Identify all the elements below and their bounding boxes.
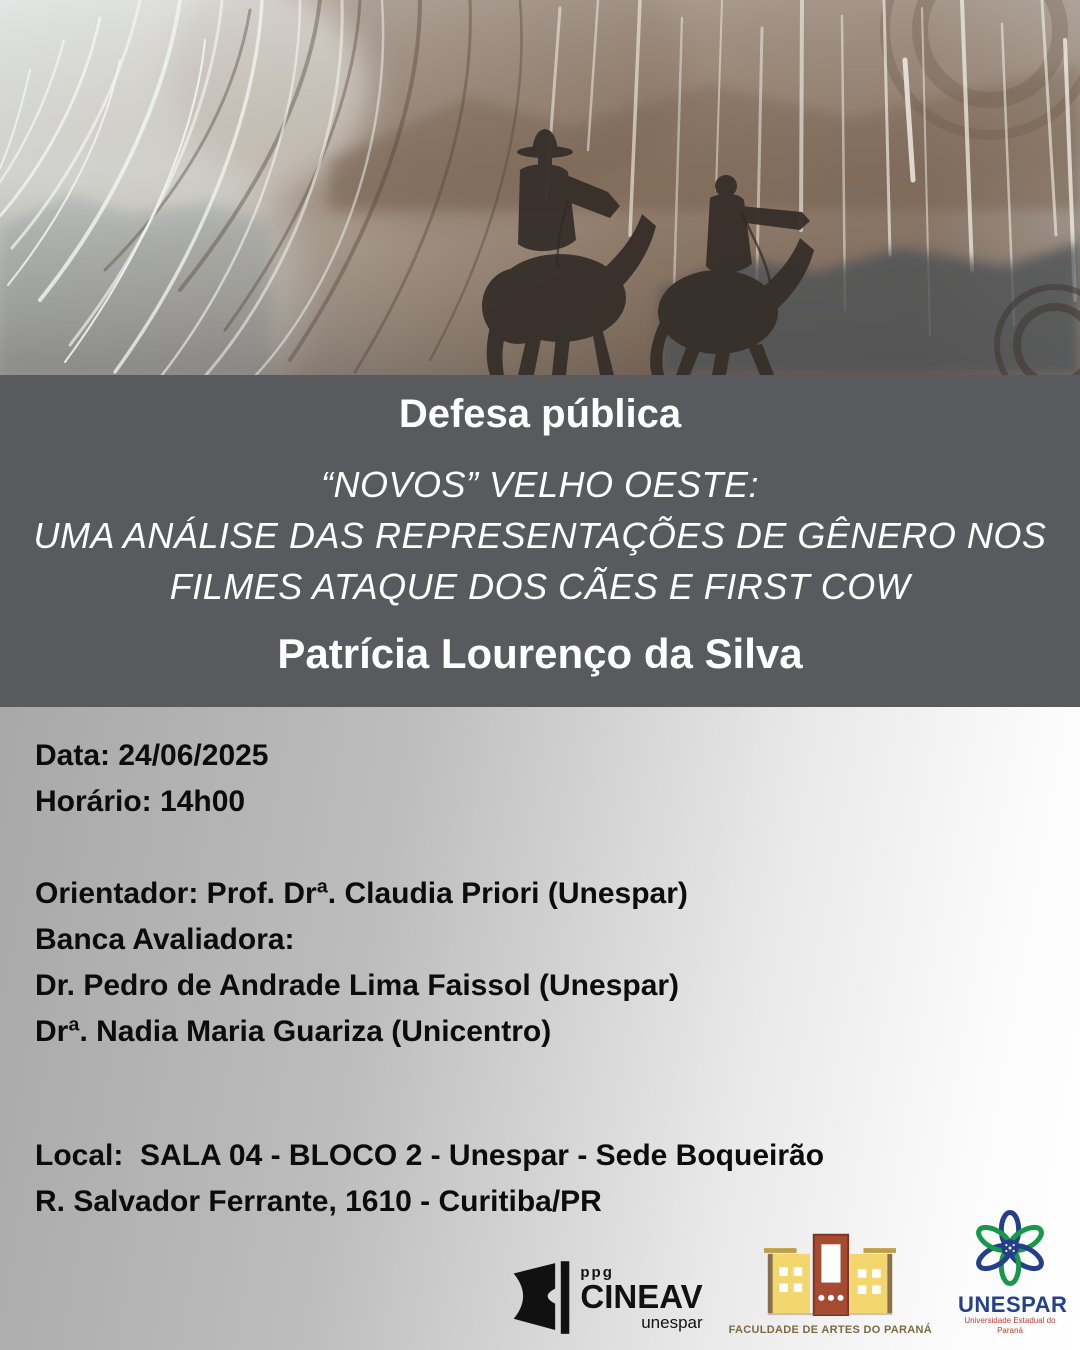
committee-member: Dr. Pedro de Andrade Lima Faissol (Unespar) (35, 969, 680, 1002)
event-date: Data: 24/06/2025 (35, 739, 269, 772)
western-riders-collage-icon (0, 0, 1080, 375)
author-name: Patrícia Lourenço da Silva (277, 630, 803, 677)
thesis-title-line-2: UMA ANÁLISE DAS REPRESENTAÇÕES DE GÊNERO NOS (33, 515, 1047, 556)
details-section (0, 707, 1080, 1350)
defense-title: Defesa pública (398, 392, 682, 436)
film-projector-icon (508, 1260, 574, 1336)
flower-knot-icon (969, 1207, 1051, 1289)
thesis-title-line-3: FILMES ATAQUE DOS CÃES E FIRST COW (169, 566, 911, 607)
unespar-name: UNESPAR (958, 1292, 1068, 1317)
fap-caption: FACULDADE DE ARTES DO PARANÁ (728, 1324, 932, 1336)
fap-logo (729, 1229, 932, 1336)
hero-image (0, 0, 1080, 375)
thesis-title-line-1: “NOVOS” VELHO OESTE: (320, 464, 760, 505)
title-band (0, 375, 1080, 707)
advisor-line: Orientador: Prof. Drª. Claudia Priori (Unespar) (35, 877, 688, 910)
cineav-sub-label: unespar (641, 1312, 703, 1332)
location-line: Local: SALA 04 - BLOCO 2 - Unespar - Sede Boqueirão (35, 1139, 825, 1172)
cineav-logo (508, 1260, 702, 1336)
address-line: R. Salvador Ferrante, 1610 - Curitiba/PR (35, 1185, 602, 1218)
cineav-name: CINEAV (580, 1277, 703, 1315)
unespar-logo (958, 1207, 1068, 1336)
committee-member: Drª. Nadia Maria Guariza (Unicentro) (35, 1015, 552, 1048)
committee-label: Banca Avaliadora: (35, 923, 295, 956)
buildings-icon (755, 1229, 905, 1317)
event-time: Horário: 14h00 (35, 785, 246, 818)
unespar-caption: Universidade Estadual do Paraná (964, 1316, 1056, 1335)
thesis-title (0, 459, 1080, 612)
logos-row (508, 1207, 1068, 1336)
cineav-ppg-label: ppg (580, 1263, 614, 1281)
